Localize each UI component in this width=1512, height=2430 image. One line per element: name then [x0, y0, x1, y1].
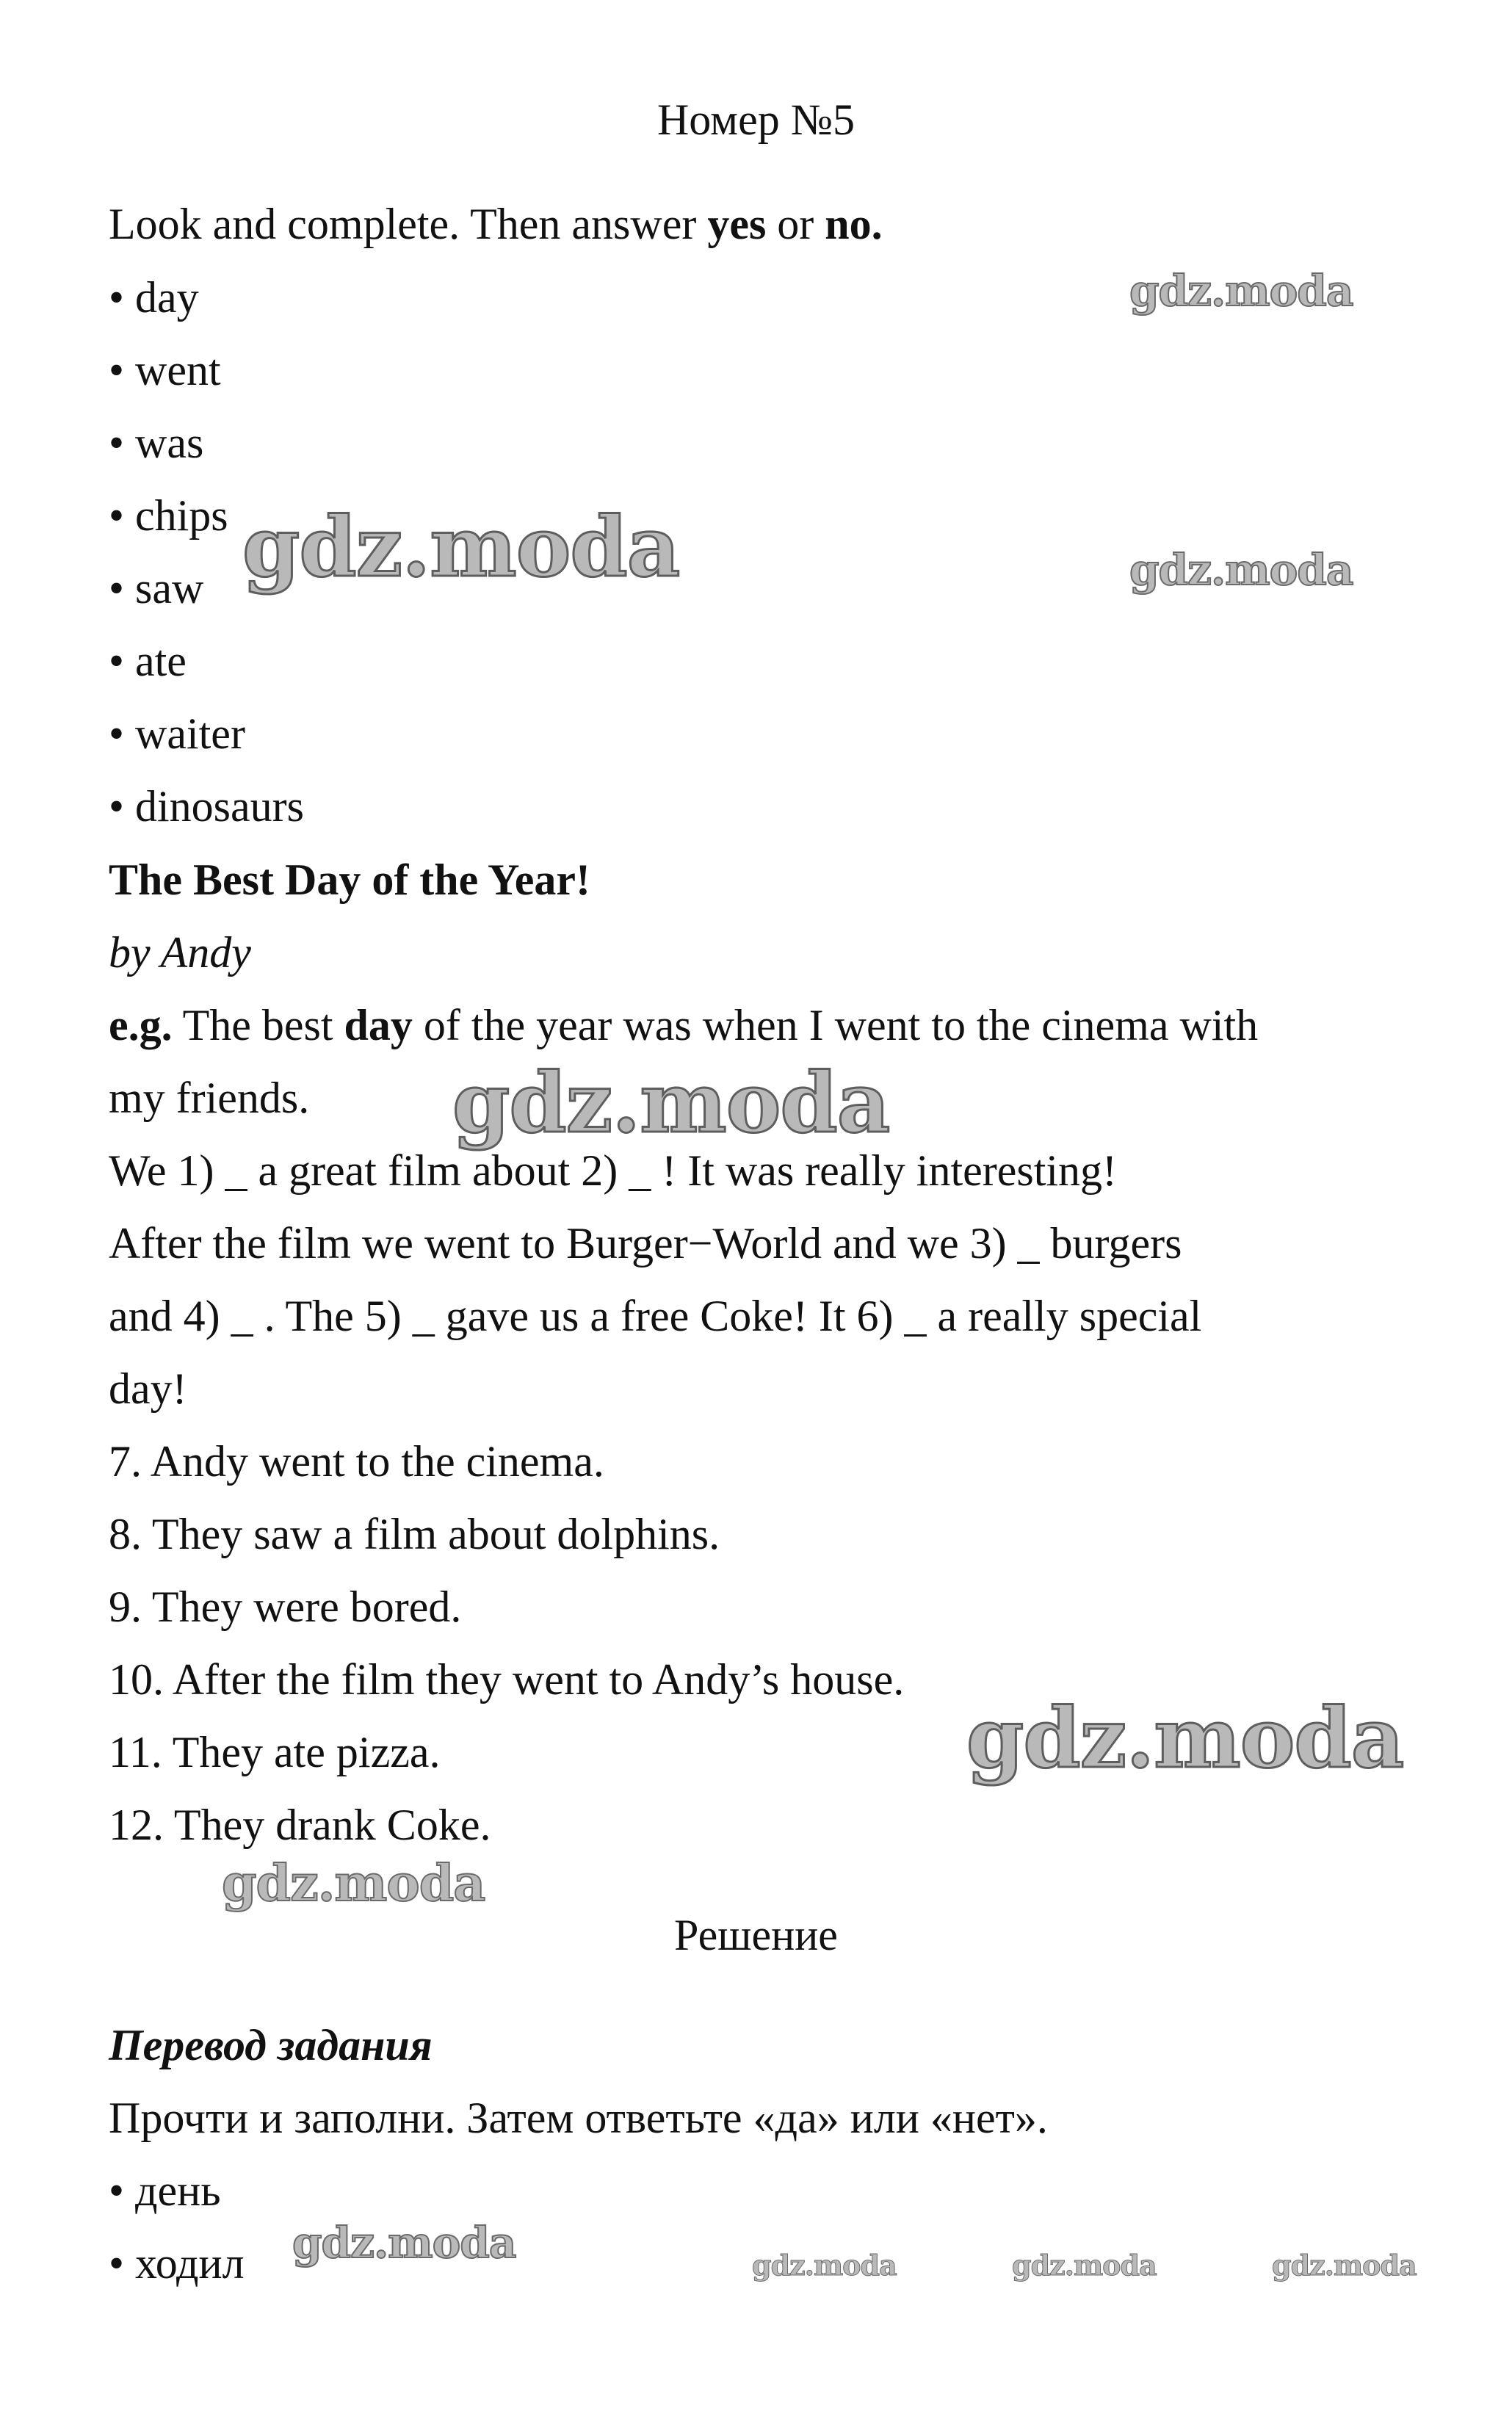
- instruction-yes: yes: [707, 200, 767, 248]
- word-bank-item: • chips: [109, 491, 228, 540]
- watermark: gdz.moda: [1272, 2249, 1417, 2282]
- story-line: day!: [109, 1364, 187, 1413]
- watermark: gdz.moda: [752, 2249, 897, 2282]
- story-line: my friends.: [109, 1074, 310, 1122]
- task-instruction: [109, 198, 883, 250]
- example-text: of the year was when I went to the cinema with: [423, 1001, 1259, 1049]
- word-bank-item: • ate: [109, 637, 187, 685]
- question-item: 7. Andy went to the cinema.: [109, 1437, 604, 1486]
- instruction-text: Look and complete. Then answer: [109, 200, 697, 248]
- translation-instruction: Прочти и заполни. Затем ответьте «да» или «нет».: [109, 2094, 1048, 2142]
- story-example: [109, 999, 1258, 1051]
- story-line: After the film we went to Burger−World and we 3) _ burgers: [109, 1219, 1182, 1268]
- example-text: The best: [182, 1001, 333, 1049]
- question-item: 10. After the film they went to Andy’s house.: [109, 1655, 905, 1704]
- translation-title: Перевод задания: [109, 2021, 433, 2069]
- watermark: gdz.moda: [1129, 266, 1353, 316]
- word-bank-item: • went: [109, 346, 221, 394]
- example-label: e.g.: [109, 1001, 173, 1049]
- solution-heading: Решение: [674, 1911, 838, 1959]
- word-bank-item: • saw: [109, 564, 204, 612]
- word-bank-item: • day: [109, 273, 199, 322]
- instruction-or: or: [777, 200, 814, 248]
- watermark: gdz.moda: [222, 1854, 485, 1913]
- question-item: 9. They were bored.: [109, 1583, 462, 1631]
- story-line: and 4) _ . The 5) _ gave us a free Coke! It 6) _ a really special: [109, 1292, 1202, 1340]
- story-line: We 1) _ a great film about 2) _ ! It was really interesting!: [109, 1146, 1118, 1195]
- watermark: gdz.moda: [1129, 545, 1353, 595]
- story-author: by Andy: [109, 928, 251, 977]
- page-title: Номер №5: [656, 95, 856, 144]
- watermark: gdz.moda: [1012, 2249, 1157, 2282]
- example-answer: day: [344, 1001, 413, 1049]
- watermark: gdz.moda: [292, 2218, 516, 2268]
- watermark: gdz.moda: [966, 1690, 1404, 1787]
- question-item: 12. They drank Coke.: [109, 1801, 491, 1849]
- question-item: 11. They ate pizza.: [109, 1728, 441, 1776]
- word-bank-item: • was: [109, 419, 204, 467]
- translation-word: • день: [109, 2166, 221, 2215]
- word-bank-item: • waiter: [109, 709, 245, 758]
- watermark: gdz.moda: [452, 1055, 890, 1151]
- watermark: gdz.moda: [242, 499, 680, 596]
- word-bank-item: • dinosaurs: [109, 782, 304, 831]
- story-title: The Best Day of the Year!: [109, 856, 590, 904]
- instruction-no: no.: [825, 200, 883, 248]
- question-item: 8. They saw a film about dolphins.: [109, 1510, 720, 1558]
- translation-word: • ходил: [109, 2239, 245, 2288]
